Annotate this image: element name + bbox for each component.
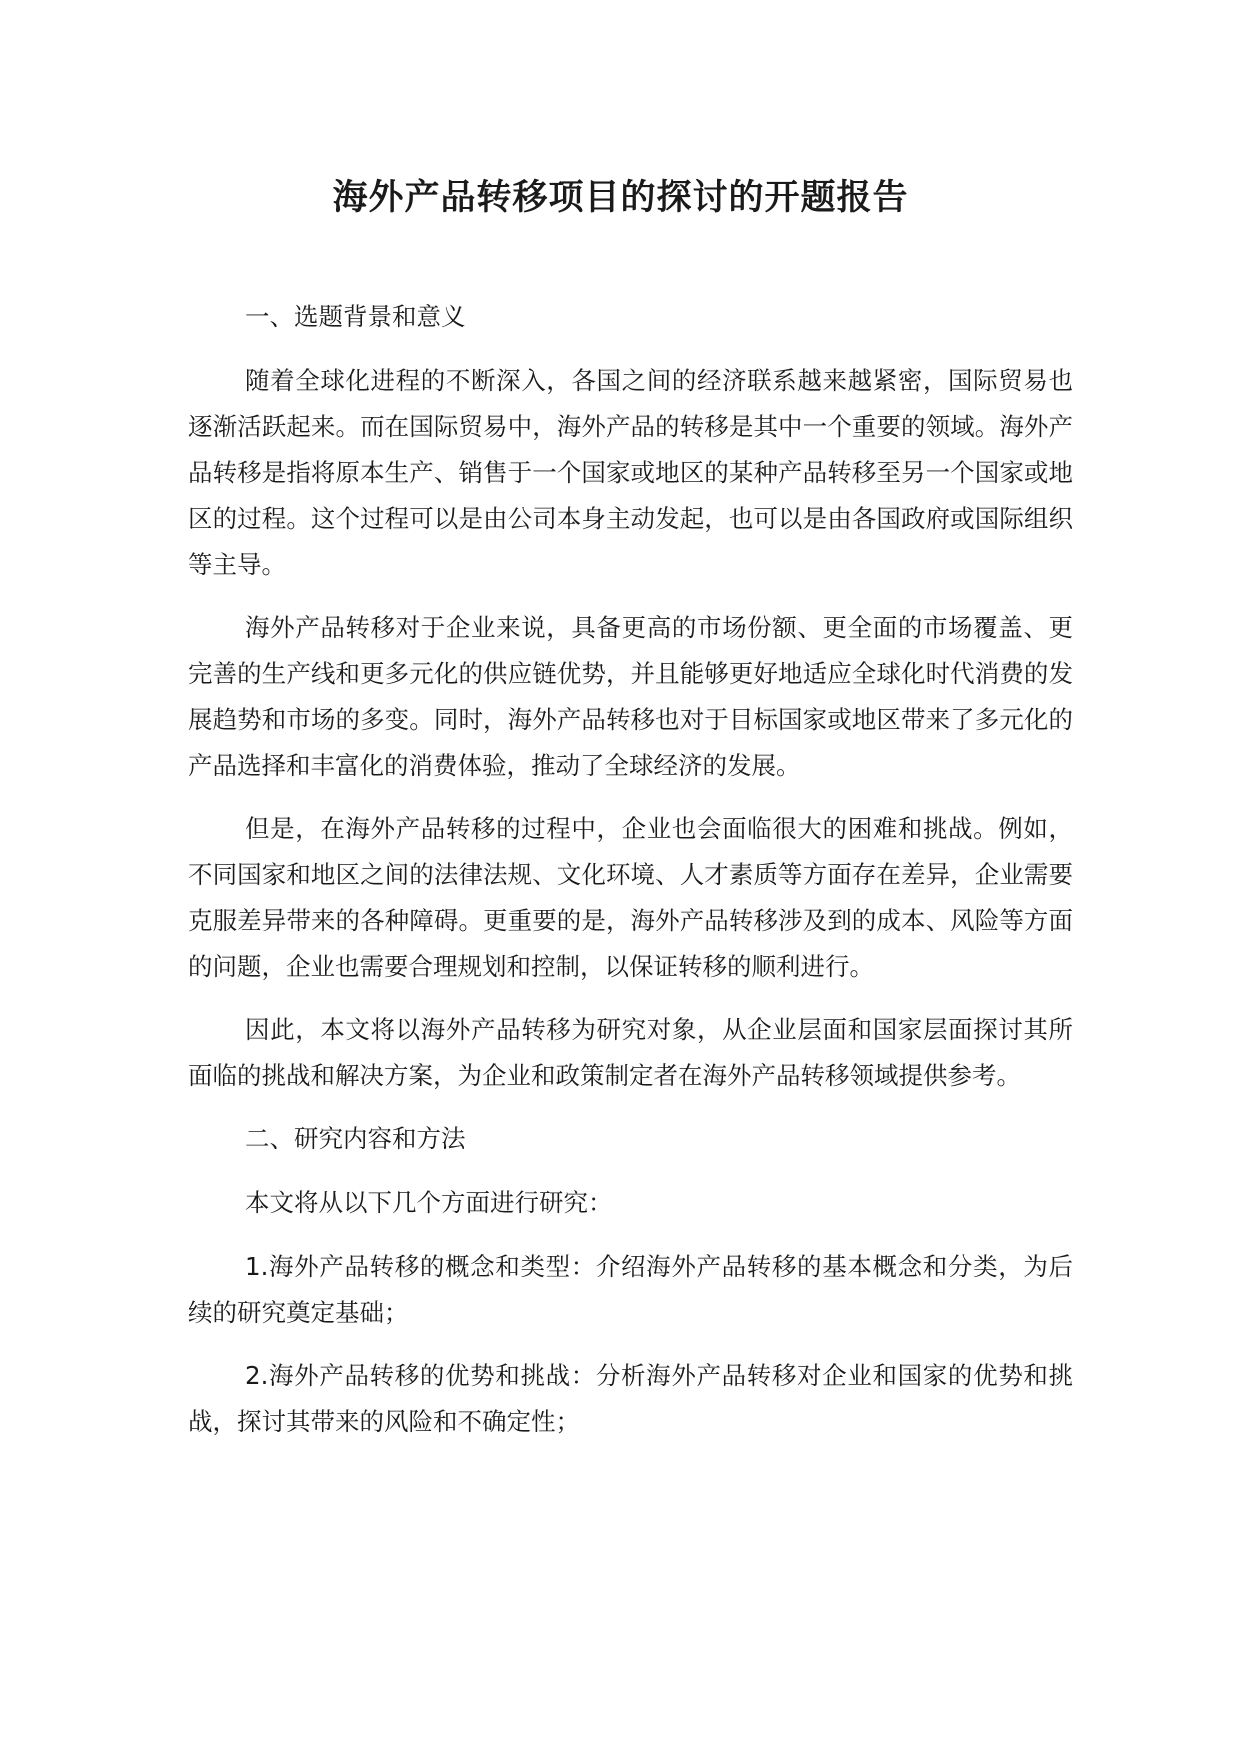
section-heading-methods: 二、研究内容和方法 (245, 1124, 466, 1153)
document-title: 海外产品转移项目的探讨的开题报告 (332, 178, 909, 218)
list-item: 2.海外产品转移的优势和挑战：分析海外产品转移对企业和国家的优势和挑战，探讨其带来的风险和不确定性； (188, 1361, 1073, 1436)
list-item: 1.海外产品转移的概念和类型：介绍海外产品转移的基本概念和分类，为后续的研究奠定基础； (188, 1252, 1073, 1327)
document-body (188, 294, 1073, 1462)
paragraph: 海外产品转移对于企业来说，具备更高的市场份额、更全面的市场覆盖、更完善的生产线和更多元化的供应链优势，并且能够更好地适应全球化时代消费的发展趋势和市场的多变。同时，海外产品转移也对于目标国家或地区带来了多元化的产品选择和丰富化的消费体验，推动了全球经济的发展。 (188, 613, 1073, 780)
paragraph: 因此，本文将以海外产品转移为研究对象，从企业层面和国家层面探讨其所面临的挑战和解决方案，为企业和政策制定者在海外产品转移领域提供参考。 (188, 1015, 1073, 1090)
methods-intro: 本文将从以下几个方面进行研究： (245, 1188, 613, 1217)
section-heading-background: 一、选题背景和意义 (245, 302, 466, 331)
paragraph: 但是，在海外产品转移的过程中，企业也会面临很大的困难和挑战。例如，不同国家和地区之间的法律法规、文化环境、人才素质等方面存在差异，企业需要克服差异带来的各种障碍。更重要的是，海外产品转移涉及到的成本、风险等方面的问题，企业也需要合理规划和控制，以保证转移的顺利进行。 (188, 814, 1073, 981)
paragraph: 随着全球化进程的不断深入，各国之间的经济联系越来越紧密，国际贸易也逐渐活跃起来。而在国际贸易中，海外产品的转移是其中一个重要的领域。海外产品转移是指将原本生产、销售于一个国家或地区的某种产品转移至另一个国家或地区的过程。这个过程可以是由公司本身主动发起，也可以是由各国政府或国际组织等主导。 (188, 366, 1073, 579)
